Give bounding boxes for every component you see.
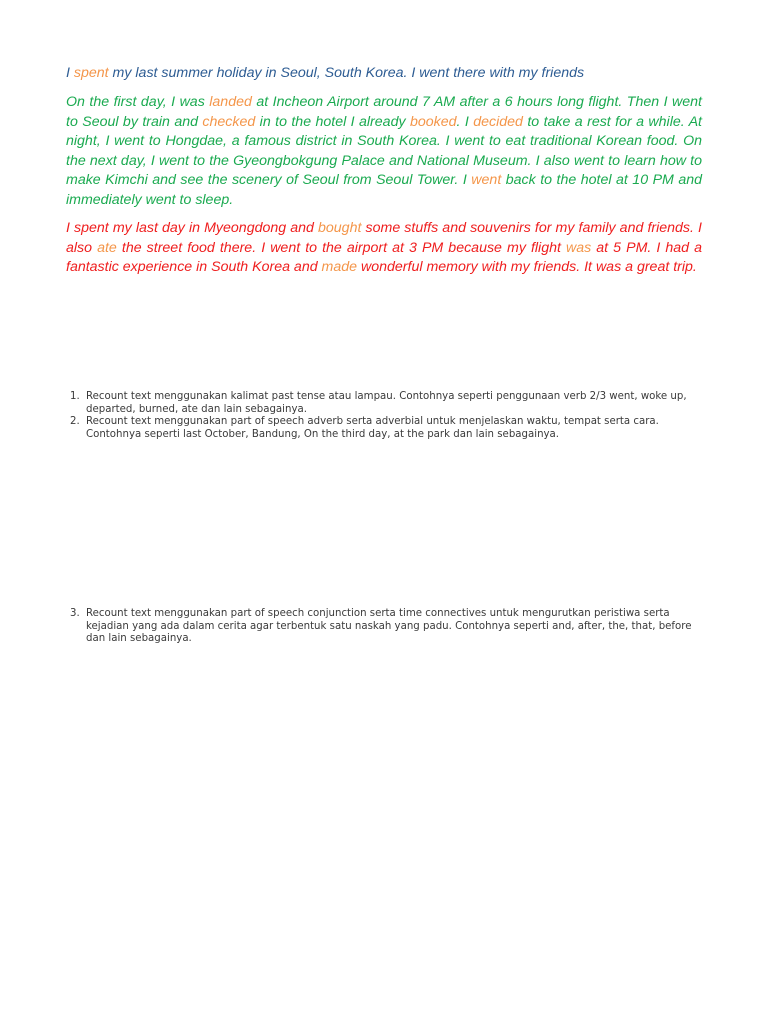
text-segment: in to the hotel I already (255, 113, 410, 130)
list-item-text: Recount text menggunakan part of speech adverb serta adverbial untuk menjelaskan waktu, tempat serta cara. Contohnya seperti last October, Bandung, On the third day, at the park dan lain sebagainya. (86, 416, 659, 440)
text-segment: the street food there. I went to the airport at 3 PM because my flight (116, 239, 566, 256)
text-segment: wonderful memory with my friends. It was a great trip. (357, 259, 697, 276)
past-verb-highlight: bought (318, 220, 362, 236)
list-item (66, 391, 706, 416)
list-item-number: 3. (70, 608, 80, 619)
list-item-text: Recount text menggunakan part of speech conjunction serta time connectives untuk mengurutkan peristiwa serta kejadian yang ada dalam cerita agar terbentuk satu naskah yang padu. Contohnya seperti and, after, the, that, before dan lain sebagainya. (86, 608, 692, 645)
past-verb-highlight: spent (73, 65, 109, 81)
language-features-list (66, 391, 706, 441)
past-verb-highlight: ate (97, 239, 117, 256)
text-segment: at Incheon Airport around 7 AM after a 6 hours long flight. Then I went to Seoul by train and (66, 94, 702, 130)
text-segment: On the first day, I was (66, 94, 210, 110)
list-item-number: 1. (70, 391, 80, 402)
past-verb-highlight: booked (409, 113, 457, 130)
list-item (66, 416, 706, 441)
events-paragraph (66, 93, 702, 211)
language-features-list-continued (66, 608, 706, 646)
text-segment: I (66, 65, 74, 81)
past-verb-highlight: made (321, 259, 358, 276)
past-verb-highlight: was (566, 239, 592, 256)
text-segment: back to the hotel at 10 PM and immediately went to sleep. (66, 172, 703, 208)
orientation-paragraph (66, 64, 702, 84)
list-item-number: 2. (70, 416, 80, 428)
past-verb-highlight: decided (473, 113, 523, 130)
text-segment: . I (456, 113, 474, 130)
past-verb-highlight: checked (202, 113, 256, 130)
past-verb-highlight: landed (209, 94, 252, 110)
text-segment: at 5 PM. I had a fantastic experience in South Korea and (66, 239, 703, 276)
text-segment: some stuffs and souvenirs for my family and friends. I also (66, 220, 703, 256)
text-segment: I spent my last day in Myeongdong and (66, 220, 319, 236)
text-segment: to take a rest for a while. At night, I went to Hongdae, a famous district in South Korea. I went to eat traditional Korean food. On the next day, I went to the Gyeongbokgung Palace and National Museum. I also went to learn how to make Kimchi and see the scenery of Seoul from Seoul Tower. I (66, 113, 702, 189)
reorientation-paragraph (66, 219, 702, 278)
list-item (66, 608, 706, 646)
past-verb-highlight: went (471, 172, 502, 189)
text-segment: my last summer holiday in Seoul, South Korea. I went there with my friends (108, 65, 585, 81)
list-item-text: Recount text menggunakan kalimat past tense atau lampau. Contohnya seperti penggunaan verb 2/3 went, woke up, departed, burned, ate dan lain sebagainya. (86, 391, 687, 415)
